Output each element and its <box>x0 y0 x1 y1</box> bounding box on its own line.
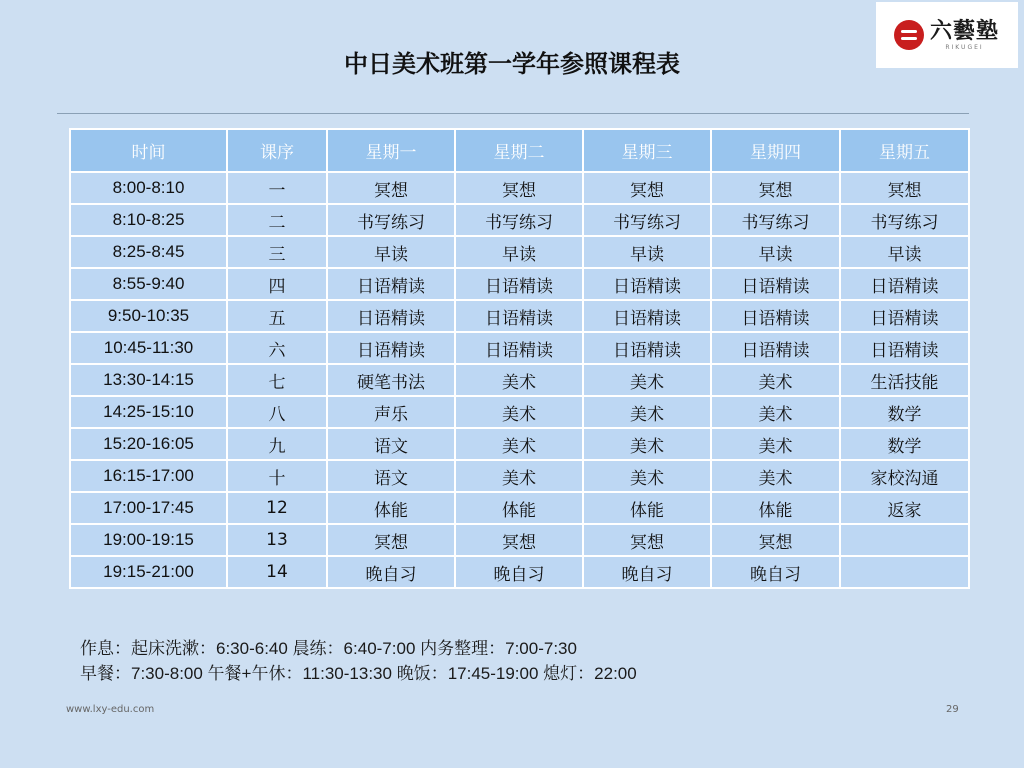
period-cell: 12 <box>227 492 327 524</box>
course-cell: 美术 <box>455 364 583 396</box>
time-cell: 8:10-8:25 <box>70 204 227 236</box>
course-cell: 早读 <box>327 236 455 268</box>
course-cell: 美术 <box>455 396 583 428</box>
time-cell: 8:25-8:45 <box>70 236 227 268</box>
course-cell: 美术 <box>711 396 840 428</box>
course-cell: 日语精读 <box>327 268 455 300</box>
period-cell: 七 <box>227 364 327 396</box>
course-cell: 晚自习 <box>455 556 583 588</box>
course-cell: 体能 <box>455 492 583 524</box>
course-cell: 冥想 <box>583 524 711 556</box>
time-cell: 15:20-16:05 <box>70 428 227 460</box>
time-cell: 19:00-19:15 <box>70 524 227 556</box>
course-cell: 日语精读 <box>583 268 711 300</box>
course-cell: 数学 <box>840 396 969 428</box>
course-cell: 体能 <box>583 492 711 524</box>
table-row <box>70 236 969 268</box>
course-cell: 美术 <box>583 460 711 492</box>
time-cell: 8:55-9:40 <box>70 268 227 300</box>
time-cell: 19:15-21:00 <box>70 556 227 588</box>
table-row <box>70 556 969 588</box>
period-cell: 四 <box>227 268 327 300</box>
course-cell: 冥想 <box>455 172 583 204</box>
course-cell: 日语精读 <box>455 332 583 364</box>
course-cell: 语文 <box>327 460 455 492</box>
page-title: 中日美术班第一学年参照课程表 <box>344 50 680 78</box>
course-cell: 晚自习 <box>327 556 455 588</box>
notes-line: 作息：起床洗漱：6:30-6:40 晨练：6:40-7:00 内务整理：7:00-7:30 <box>80 639 577 658</box>
period-cell: 五 <box>227 300 327 332</box>
table-row <box>70 492 969 524</box>
course-cell: 日语精读 <box>455 268 583 300</box>
header-cell: 时间 <box>70 129 227 172</box>
course-cell: 冥想 <box>711 172 840 204</box>
header-cell: 星期四 <box>711 129 840 172</box>
course-cell <box>840 556 969 588</box>
course-cell: 早读 <box>455 236 583 268</box>
course-cell: 冥想 <box>711 524 840 556</box>
period-cell: 13 <box>227 524 327 556</box>
course-cell: 日语精读 <box>840 268 969 300</box>
table-row <box>70 332 969 364</box>
time-cell: 16:15-17:00 <box>70 460 227 492</box>
title-divider <box>57 113 969 114</box>
course-cell: 日语精读 <box>583 332 711 364</box>
header-cell: 星期五 <box>840 129 969 172</box>
course-cell: 家校沟通 <box>840 460 969 492</box>
course-cell: 语文 <box>327 428 455 460</box>
course-cell: 晚自习 <box>711 556 840 588</box>
course-cell: 书写练习 <box>583 204 711 236</box>
table-row <box>70 396 969 428</box>
course-cell: 美术 <box>583 396 711 428</box>
course-cell: 冥想 <box>455 524 583 556</box>
course-cell <box>840 524 969 556</box>
table-header-row <box>70 129 969 172</box>
period-cell: 八 <box>227 396 327 428</box>
time-cell: 8:00-8:10 <box>70 172 227 204</box>
page-number: 29 <box>946 704 959 715</box>
table-row <box>70 300 969 332</box>
time-cell: 14:25-15:10 <box>70 396 227 428</box>
course-cell: 日语精读 <box>583 300 711 332</box>
table-row <box>70 428 969 460</box>
course-cell: 冥想 <box>583 172 711 204</box>
course-cell: 返家 <box>840 492 969 524</box>
time-cell: 10:45-11:30 <box>70 332 227 364</box>
header-cell: 课序 <box>227 129 327 172</box>
time-cell: 17:00-17:45 <box>70 492 227 524</box>
course-cell: 数学 <box>840 428 969 460</box>
course-cell: 冥想 <box>327 524 455 556</box>
schedule-notes <box>80 636 637 686</box>
table-row <box>70 204 969 236</box>
period-cell: 一 <box>227 172 327 204</box>
course-cell: 早读 <box>583 236 711 268</box>
course-cell: 书写练习 <box>840 204 969 236</box>
course-cell: 日语精读 <box>327 332 455 364</box>
course-cell: 日语精读 <box>455 300 583 332</box>
header-cell: 星期一 <box>327 129 455 172</box>
course-cell: 日语精读 <box>711 300 840 332</box>
course-cell: 美术 <box>711 428 840 460</box>
course-cell: 日语精读 <box>840 332 969 364</box>
logo-text: 六藝塾 <box>930 17 1000 44</box>
course-cell: 早读 <box>711 236 840 268</box>
time-cell: 9:50-10:35 <box>70 300 227 332</box>
schedule-table <box>69 128 970 589</box>
period-cell: 十 <box>227 460 327 492</box>
course-cell: 美术 <box>711 460 840 492</box>
course-cell: 书写练习 <box>711 204 840 236</box>
period-cell: 二 <box>227 204 327 236</box>
course-cell: 日语精读 <box>327 300 455 332</box>
course-cell: 体能 <box>327 492 455 524</box>
header-cell: 星期二 <box>455 129 583 172</box>
period-cell: 六 <box>227 332 327 364</box>
course-cell: 美术 <box>455 428 583 460</box>
course-cell: 日语精读 <box>711 268 840 300</box>
table-row <box>70 364 969 396</box>
notes-line: 早餐：7:30-8:00 午餐+午休：11:30-13:30 晚饭：17:45-19:00 熄灯：22:00 <box>80 664 637 683</box>
course-cell: 晚自习 <box>583 556 711 588</box>
course-cell: 书写练习 <box>455 204 583 236</box>
table-row <box>70 172 969 204</box>
course-cell: 美术 <box>455 460 583 492</box>
course-cell: 体能 <box>711 492 840 524</box>
course-cell: 生活技能 <box>840 364 969 396</box>
period-cell: 三 <box>227 236 327 268</box>
period-cell: 14 <box>227 556 327 588</box>
course-cell: 声乐 <box>327 396 455 428</box>
header-cell: 星期三 <box>583 129 711 172</box>
table-row <box>70 268 969 300</box>
course-cell: 冥想 <box>840 172 969 204</box>
course-cell: 美术 <box>583 364 711 396</box>
course-cell: 日语精读 <box>711 332 840 364</box>
time-cell: 13:30-14:15 <box>70 364 227 396</box>
course-cell: 美术 <box>711 364 840 396</box>
course-cell: 书写练习 <box>327 204 455 236</box>
footer-url: www.lxy-edu.com <box>66 704 155 715</box>
course-cell: 硬笔书法 <box>327 364 455 396</box>
logo-subtitle: RIKUGEI <box>945 43 984 51</box>
course-cell: 美术 <box>583 428 711 460</box>
table-row <box>70 524 969 556</box>
course-cell: 冥想 <box>327 172 455 204</box>
table-row <box>70 460 969 492</box>
period-cell: 九 <box>227 428 327 460</box>
course-cell: 日语精读 <box>840 300 969 332</box>
course-cell: 早读 <box>840 236 969 268</box>
